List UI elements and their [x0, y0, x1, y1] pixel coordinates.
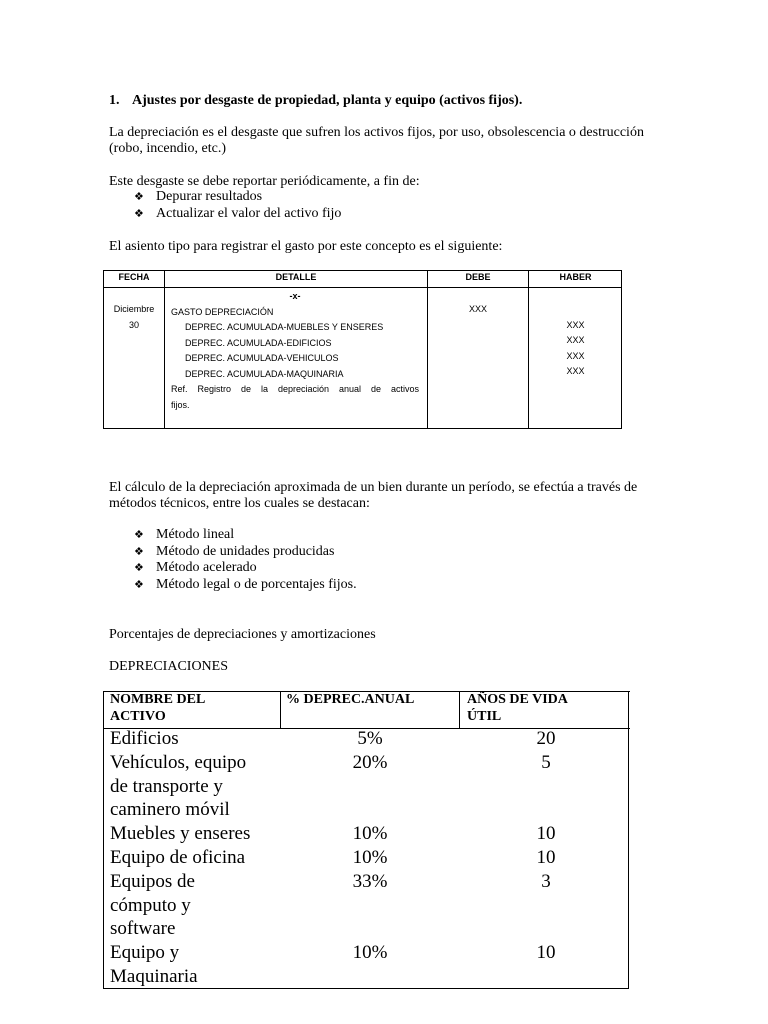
- useful-life: 10: [536, 942, 556, 963]
- entry-date-month: Diciembre: [113, 304, 155, 314]
- table-divider: [528, 271, 529, 428]
- table-divider: [459, 691, 460, 728]
- paragraph-methods-line2: métodos técnicos, entre los cuales se destacan:: [109, 496, 370, 511]
- section-heading: [109, 92, 522, 109]
- header-fecha: FECHA: [118, 272, 150, 282]
- bullet-diamond-icon: ❖: [134, 528, 144, 541]
- table-divider: [104, 287, 621, 288]
- header-detalle: DETALLE: [275, 272, 317, 282]
- list-item: ❖ Método de unidades producidas: [134, 543, 335, 559]
- paragraph-percentages: Porcentajes de depreciaciones y amortizaciones: [109, 627, 376, 642]
- methods-list: [134, 527, 357, 593]
- credit-amount: XXX: [566, 351, 585, 361]
- entry-mark: -x-: [289, 291, 301, 301]
- entry-detail: [171, 289, 419, 413]
- entry-reference: Ref. Registro de la depreciación anual de activos: [171, 384, 419, 394]
- section-number: 1.: [109, 93, 120, 108]
- credit-amount: XXX: [566, 320, 585, 330]
- header-annual-rate: % DEPREC.ANUAL: [286, 692, 415, 707]
- list-item: ❖ Método legal o de porcentajes fijos.: [134, 576, 357, 592]
- annual-rate: 10%: [352, 823, 388, 844]
- bullet-diamond-icon: ❖: [134, 190, 144, 203]
- annual-rate: 10%: [352, 847, 388, 868]
- header-asset-name: NOMBRE DEL ACTIVO: [110, 692, 206, 724]
- asset-name: Vehículos, equipo de transporte y caminero móvil: [110, 752, 247, 820]
- useful-life: 5: [541, 752, 551, 773]
- credit-account: DEPREC. ACUMULADA-MAQUINARIA: [185, 368, 344, 379]
- table-divider: [164, 271, 165, 428]
- useful-life: 10: [536, 847, 556, 868]
- list-item: ❖ Método acelerado: [134, 560, 257, 575]
- header-haber: HABER: [559, 272, 592, 282]
- purpose-list: [134, 189, 341, 222]
- header-useful-life: AÑOS DE VIDA ÚTIL: [467, 692, 568, 724]
- list-item: ❖ Método lineal: [134, 527, 235, 542]
- annual-rate: 20%: [352, 752, 388, 773]
- credit-account: DEPREC. ACUMULADA-EDIFICIOS: [185, 337, 332, 348]
- section-title-depreciaciones: DEPRECIACIONES: [109, 659, 229, 674]
- credit-account: DEPREC. ACUMULADA-MUEBLES Y ENSERES: [185, 322, 384, 332]
- depreciation-table: [103, 691, 629, 989]
- bullet-diamond-icon: ❖: [134, 577, 144, 591]
- debit-account: GASTO DEPRECIACIÓN: [171, 306, 274, 317]
- paragraph-methods-line1: El cálculo de la depreciación aproximada de un bien durante un período, se efectúa a través de: [109, 480, 638, 495]
- entry-reference-cont: fijos.: [171, 399, 190, 410]
- entry-date-day: 30: [128, 320, 139, 330]
- useful-life: 10: [536, 823, 556, 844]
- useful-life: 3: [541, 871, 551, 892]
- useful-life: 20: [536, 728, 556, 749]
- asset-name: Edificios: [110, 728, 179, 749]
- credit-amount: XXX: [566, 366, 585, 376]
- asset-name: Muebles y enseres: [110, 823, 251, 844]
- credit-amount: XXX: [566, 335, 585, 345]
- asset-name: Equipo de oficina: [110, 847, 246, 868]
- asset-name: Equipo y Maquinaria: [110, 942, 198, 987]
- section-heading-text: Ajustes por desgaste de propiedad, planta y equipo (activos fijos).: [132, 93, 523, 108]
- paragraph-definition-line2: (robo, incendio, etc.): [109, 141, 227, 156]
- annual-rate: 5%: [357, 728, 383, 749]
- list-item: ❖ Depurar resultados: [134, 189, 263, 204]
- bullet-diamond-icon: ❖: [134, 561, 144, 574]
- annual-rate: 33%: [352, 871, 388, 892]
- credit-account: DEPREC. ACUMULADA-VEHICULOS: [185, 353, 339, 363]
- table-divider: [280, 691, 281, 728]
- paragraph-purpose: Este desgaste se debe reportar periódicamente, a fin de:: [109, 174, 420, 189]
- list-item: ❖ Actualizar el valor del activo fijo: [134, 205, 342, 221]
- paragraph-entry-intro: El asiento tipo para registrar el gasto por este concepto es el siguiente:: [109, 239, 503, 254]
- asset-name: Equipos de cómputo y software: [110, 871, 195, 939]
- journal-entry-table: [103, 270, 622, 429]
- paragraph-definition-line1: La depreciación es el desgaste que sufren los activos fijos, por uso, obsolescencia o destrucción: [109, 125, 644, 140]
- table-divider: [427, 271, 428, 428]
- header-debe: DEBE: [465, 272, 491, 282]
- annual-rate: 10%: [352, 942, 388, 963]
- bullet-diamond-icon: ❖: [134, 544, 144, 558]
- debit-amount: XXX: [468, 304, 487, 314]
- bullet-diamond-icon: ❖: [134, 206, 144, 220]
